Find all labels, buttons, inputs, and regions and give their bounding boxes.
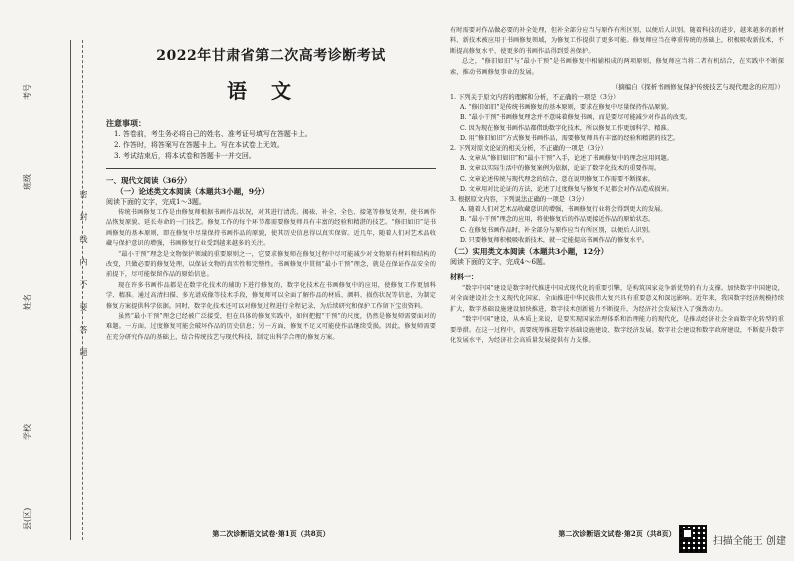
reading-instruction: 阅读下面的文字，完成4～6题。 (450, 258, 550, 267)
question-stem: 1. 下列关于原文内容的理解和分析，不正确的一项是（3分） (450, 94, 620, 102)
subsection-heading: （一）论述类文本阅读（本题共3小题，9分） (116, 187, 269, 196)
binding-county-label: 县(区) (23, 507, 32, 530)
qr-code-icon (679, 525, 707, 553)
question-stem: 3. 根据原文内容，下列说法正确的一项是（3分） (450, 196, 588, 204)
question-option: A. “修旧如旧”是传统书画修复的基本原则，要求在修复中尽量保持作品原貌。 (460, 104, 673, 112)
passage-paragraph: “最小干预”理念是文物保护领域的重要原则之一，它要求修复师在修复过程中尽可能减少对文物原有材料和结构的改变，只做必要的修复处理，以保证文物的真实性和完整性。书画修复中贯彻“最小干预”理念，就是在保证作品安全的前提下，尽可能保留作品的原始信息。 (106, 250, 436, 279)
question-option: D. 用“修旧如旧”方式修复书画作品，需要修复师具有丰富的经验和精湛的技艺。 (460, 134, 680, 142)
question-option: C. 文章论述传统与现代理念的结合，意在说明修复工作需要不断探索。 (460, 175, 655, 183)
question-option: A. 随着人们对艺术品收藏意识的增强，书画修复行业将会得到更大的发展。 (460, 206, 667, 214)
passage-paragraph: “数字中国”建设，从本质上来说，是要实现国家治理体系和治理能力的现代化，是推动经济社会全面数字化转型的重要举措。在这一过程中，需要统筹推进数字基础设施建设、数字经济发展、数字社会建设和数字政府建设，不断提升数字化发展水平，为经济社会高质量发展提供有力支撑。 (450, 316, 784, 345)
question-option: C. 在修复书画作品时，补全部分与原作应当有所区别，以便后人识别。 (460, 226, 655, 234)
page-footer: 第二次诊断语文试卷·第1页（共8页） (212, 529, 330, 538)
source-citation: （摘编自《探析书画修复保护传统技艺与现代理念的应用》） (611, 83, 784, 92)
reading-instruction: 阅读下面的文字，完成1～3题。 (106, 198, 206, 206)
scanner-watermark (679, 525, 786, 553)
subject-title: 语文 (227, 79, 315, 103)
question-option: C. 因为现在修复书画作品都借助数字化技术，所以修复工作更加科学、精准。 (460, 124, 673, 132)
notice-item: 1. 答卷前，考生务必将自己的姓名、准考证号填写在答题卡上。 (114, 130, 312, 138)
scanner-label: 扫描全能王 创建 (712, 535, 786, 547)
question-option: D. 只要修复师积极吸收新技术，就一定能提高书画作品的修复水平。 (460, 236, 649, 244)
notice-item: 3. 考试结束后，将本试卷和答题卡一并交回。 (114, 152, 256, 160)
binding-seal-text: 密 封 线 内 不 要 答 题 (79, 190, 88, 362)
binding-class-label: 班级 (23, 174, 32, 190)
page-footer: 第二次诊断语文试卷·第2页（共8页） (558, 529, 676, 538)
question-option: B. “最小干预”理念的应用，将使修复后的作品更接近作品的原始状态。 (460, 216, 655, 224)
material-heading: 材料一： (450, 272, 478, 282)
exam-title: 2022年甘肃省第二次高考诊断考试 (156, 48, 386, 64)
notice-heading: 注意事项： (106, 118, 146, 128)
binding-solid-line (70, 40, 71, 540)
passage-paragraph: 传统书画修复工作是由修复师根据书画作品状况，对其进行清洗、揭裱、补全、全色、接笔等修复处理，使书画作品恢复原貌、延长寿命的一门技艺。修复工作的每个环节都需要修复师具有丰富的经验和精湛的技艺。“修旧如旧”是书画修复的基本原则，即在修复中尽量保持书画作品的原貌，使其历史信息得以真实保留。近几年，随着人们对艺术品收藏与保护意识的增强，书画修复行业受到越来越多的关注。 (106, 209, 436, 248)
passage-paragraph: “数字中国”建设是数字时代推进中国式现代化的重要引擎，是构筑国家竞争新优势的有力支撑。加快数字中国建设，对全面建设社会主义现代化国家、全面推进中华民族伟大复兴具有重要意义和深远影响。近年来，我国数字经济规模持续扩大，数字基础设施建设加快推进，数字技术创新能力不断提升，为经济社会发展注入了强劲动力。 (450, 285, 784, 313)
binding-name-label: 姓名 (23, 294, 32, 310)
question-option: B. “最小干预”书画修复理念并不意味着修复书画，而是要尽可能减少对作品的改变。 (460, 114, 692, 122)
page-1 (106, 0, 436, 561)
section-heading: 一、现代文阅读（36分） (106, 176, 192, 185)
page-2 (450, 0, 784, 561)
notice-item: 2. 作答时，将答案写在答题卡上。写在本试卷上无效。 (114, 141, 284, 149)
question-option: B. 文章以实际生活中的修复案例为依据，论证了数字化技术的重要作用。 (460, 165, 661, 173)
passage-paragraph: 有时需要对作品做必要的补全处理，但补全部分应当与原作有所区别，以便后人识别。随着科技的进步，越来越多的新材料、新技术被应用于书画修复领域，为修复工作提供了更多可能。修复师应当在尊重传统的基础上，积极吸收新技术，不断提高修复水平，使更多的书画作品得到妥善保护。 (450, 27, 784, 55)
passage-paragraph: 总之，“修旧如旧”与“最小干预”是书画修复中相辅相成的两项原则，修复师应当将二者有机结合，在实践中不断探索，推动书画修复事业的发展。 (450, 58, 784, 76)
question-stem: 2. 下列对原文论证的相关分析，不正确的一项是（3分） (450, 145, 607, 153)
divider (106, 168, 436, 169)
passage-paragraph: 虽然“最小干预”理念已经被广泛接受，但在具体的修复实践中，如何把握“干预”的尺度，仍然是修复师需要面对的难题。一方面，过度修复可能会破坏作品的历史信息；另一方面，修复不足又可能使作品继续受损。因此，修复师需要在充分研究作品的基础上，结合传统技艺与现代科技，制定出科学合理的修复方案。 (106, 313, 436, 341)
binding-school-label: 学校 (23, 424, 32, 440)
binding-id-label: 考号 (23, 84, 32, 100)
binding-margin (8, 40, 92, 540)
question-option: A. 文章从“修旧如旧”和“最小干预”入手，论述了书画修复中的理念应用问题。 (460, 155, 673, 163)
question-option: D. 文章用对比论证的方法，论述了过度修复与修复不足都会对作品造成损害。 (460, 185, 673, 193)
passage-paragraph: 现在许多书画作品都是在数字化技术的辅助下进行修复的，数字化技术在书画修复中的应用，使修复工作更加科学、精准。通过高清扫描、多光谱成像等技术手段，修复师可以全面了解作品的材质、颜料、损伤状况等信息，为制定修复方案提供科学依据。同时，数字化技术还可以对修复过程进行全程记录，为后续研究和保护工作留下宝贵资料。 (106, 281, 436, 310)
subsection-heading: （二）实用类文本阅读（本题共3小题，12分） (450, 247, 609, 257)
